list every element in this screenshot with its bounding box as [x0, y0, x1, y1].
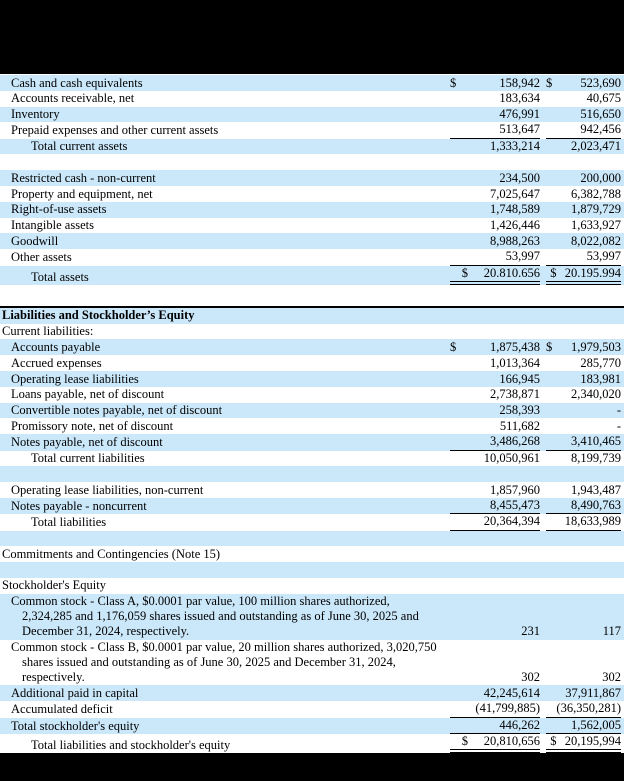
row-label: Operating lease liabilities: [11, 371, 139, 386]
amount-col1: [450, 670, 540, 685]
table-row: [0, 355, 624, 371]
spacer-row: [0, 285, 624, 306]
amount-value: 20.810.656: [483, 265, 540, 280]
amount-value: 1,426,446: [490, 218, 540, 233]
row-label: Notes payable - noncurrent: [11, 498, 147, 513]
amount-col2: [546, 451, 621, 466]
amount-col2: [546, 686, 621, 701]
amount-col1: [450, 249, 540, 265]
amount-col1: [450, 701, 540, 717]
amount-col2: [546, 403, 621, 418]
spacer-row: [0, 531, 624, 547]
row-label: Accounts payable: [11, 339, 101, 354]
amount-value: 183,634: [499, 91, 540, 106]
amount-col1: [450, 91, 540, 106]
amount-col1: [450, 234, 540, 249]
amount-value: 258,393: [499, 403, 540, 418]
amount-value: -: [616, 418, 621, 433]
row-label: Other assets: [11, 250, 72, 265]
dollar-sign: $: [461, 265, 468, 280]
dollar-sign: $: [546, 339, 553, 354]
amount-col2: [546, 218, 621, 233]
row-label: Operating lease liabilities, non-current: [11, 482, 204, 497]
amount-value: 37,911,867: [565, 685, 621, 700]
top-black-bar: [0, 0, 624, 74]
amount-col2: [546, 624, 621, 639]
amount-col1: [450, 76, 540, 91]
table-row: [0, 339, 624, 355]
amount-col1: [450, 372, 540, 387]
row-label: Property and equipment, net: [11, 186, 153, 201]
amount-value: 8,988,263: [490, 233, 540, 248]
table-row: [0, 418, 624, 434]
amount-value: 511,682: [499, 418, 540, 433]
amount-col2: [546, 91, 621, 106]
dollar-sign: $: [450, 339, 457, 354]
row-label: Restricted cash - non-current: [11, 170, 156, 185]
bottom-black-bar: [0, 753, 624, 781]
amount-value: 20,195,994: [564, 733, 621, 748]
amount-col1: [450, 122, 540, 138]
table-row: [0, 685, 624, 701]
dollar-sign: $: [550, 265, 557, 280]
amount-value: 117: [602, 624, 621, 639]
amount-col1: [450, 498, 540, 514]
amount-value: 200,000: [580, 170, 621, 185]
row-label: Prepaid expenses and other current assets: [11, 123, 219, 138]
amount-value: 1,943,487: [571, 482, 621, 497]
amount-value: 18,633,989: [564, 514, 621, 529]
table-row: [0, 170, 624, 186]
amount-value: 446,262: [499, 717, 540, 732]
table-row: [0, 122, 624, 138]
table-row: [0, 451, 624, 467]
amount-col1: [450, 218, 540, 233]
amount-value: 1,879,729: [571, 202, 621, 217]
amount-col2: [546, 498, 621, 514]
amount-col2: [546, 234, 621, 249]
table-row: [0, 186, 624, 202]
amount-value: 234,500: [499, 170, 540, 185]
row-label: Accounts receivable, net: [11, 91, 135, 106]
dollar-sign: $: [450, 75, 457, 90]
table-row: [0, 107, 624, 123]
amount-value: 20.195.994: [564, 265, 621, 280]
row-label: Current liabilities:: [2, 324, 94, 339]
row-label-line: respectively.: [22, 670, 85, 685]
amount-value: 166,945: [499, 371, 540, 386]
amount-col2: [546, 734, 621, 753]
row-label: Convertible notes payable, net of discount: [11, 403, 223, 418]
amount-col2: [546, 122, 621, 138]
amount-col2: [546, 387, 621, 402]
row-label: Accrued expenses: [11, 355, 102, 370]
spacer-row: [0, 466, 624, 482]
amount-value: 1,857,960: [490, 482, 540, 497]
amount-col1: [450, 171, 540, 186]
amount-value: 3,410,465: [571, 434, 621, 449]
row-label: Accumulated deficit: [11, 702, 113, 717]
amount-value: 516,650: [580, 107, 621, 122]
amount-value: 1,875,438: [490, 339, 540, 354]
row-label: Additional paid in capital: [11, 685, 139, 700]
amount-value: 2,738,871: [490, 387, 540, 402]
row-label-line: Common stock - Class A, $0.0001 par value, 100 million shares authorized,: [11, 593, 390, 608]
amount-col1: [450, 686, 540, 701]
amount-value: 3,486,268: [490, 434, 540, 449]
dollar-sign: $: [546, 75, 553, 90]
row-label: Total liabilities and stockholder's equity: [31, 737, 231, 752]
table-row: [0, 218, 624, 234]
amount-col2: [546, 266, 621, 285]
amount-value: 1,013,364: [490, 355, 540, 370]
spacer-row: [0, 154, 624, 170]
row-label: Liabilities and Stockholder’s Equity: [2, 308, 195, 323]
table-row: [0, 514, 624, 530]
row-label: Total liabilities: [31, 515, 107, 530]
table-row: [0, 306, 624, 324]
amount-col1: [450, 483, 540, 498]
amount-col1: [450, 356, 540, 371]
amount-value: 20,364,394: [483, 514, 540, 529]
amount-col2: [546, 419, 621, 434]
row-label-line: Common stock - Class B, $0.0001 par value, 20 million shares authorized, 3,020,750: [11, 639, 437, 654]
table-row: [0, 139, 624, 155]
amount-value: 183,981: [580, 371, 621, 386]
row-label: Total current liabilities: [31, 451, 145, 466]
row-label-line: 2,324,285 and 1,176,059 shares issued and outstanding as of June 30, 2025 and: [22, 609, 419, 623]
amount-value: 302: [602, 670, 621, 685]
amount-value: (36,350,281): [556, 701, 621, 716]
amount-col2: [546, 171, 621, 186]
amount-col1: [450, 202, 540, 217]
table-row: [0, 734, 624, 753]
amount-col2: [546, 187, 621, 202]
amount-value: 1,333,214: [490, 139, 540, 154]
amount-col2: [546, 701, 621, 717]
table-row: [0, 91, 624, 107]
amount-value: 231: [521, 624, 540, 639]
amount-value: 285,770: [580, 355, 621, 370]
table-row: [0, 233, 624, 249]
amount-col1: [450, 340, 540, 355]
spacer-row: [0, 562, 624, 578]
amount-col1: [450, 266, 540, 285]
amount-col1: [450, 139, 540, 154]
row-label: Total assets: [31, 269, 89, 284]
amount-col2: [546, 202, 621, 217]
table-row: [0, 498, 624, 514]
row-label: Promissory note, net of discount: [11, 418, 174, 433]
dollar-sign: $: [461, 733, 468, 748]
amount-col2: [546, 514, 621, 530]
row-label: Commitments and Contingencies (Note 15): [2, 546, 221, 561]
row-label: Inventory: [11, 107, 60, 122]
amount-value: 158,942: [499, 75, 540, 90]
amount-col2: [546, 76, 621, 91]
amount-col1: [450, 403, 540, 418]
row-label-line: shares issued and outstanding as of June 30, 2025 and December 31, 2024,: [22, 654, 396, 669]
row-label: Stockholder's Equity: [2, 578, 106, 593]
amount-value: 1,748,589: [490, 202, 540, 217]
table-row: [0, 266, 624, 285]
amount-value: 53,997: [505, 249, 540, 264]
amount-value: 1,562,005: [571, 717, 621, 732]
row-label: Intangible assets: [11, 218, 94, 233]
amount-value: 523,690: [580, 75, 621, 90]
amount-value: 40,675: [586, 91, 621, 106]
amount-col2: [546, 139, 621, 154]
table-row: [0, 718, 624, 734]
table-row: [0, 546, 624, 562]
row-label: Loans payable, net of discount: [11, 387, 165, 402]
row-label: Total current assets: [31, 139, 128, 154]
table-row: [0, 640, 624, 686]
table-row: [0, 387, 624, 403]
table-row: [0, 202, 624, 218]
amount-value: 1,633,927: [571, 218, 621, 233]
table-row: [0, 371, 624, 387]
amount-value: 8,490,763: [571, 497, 621, 512]
row-label: Right-of-use assets: [11, 202, 107, 217]
amount-col1: [450, 434, 540, 450]
row-label: [0, 594, 450, 640]
amount-col2: [546, 434, 621, 450]
row-label: Total stockholder's equity: [11, 718, 140, 733]
table-row: [0, 324, 624, 340]
amount-value: (41,799,885): [475, 701, 540, 716]
row-label: Goodwill: [11, 233, 59, 248]
amount-col1: [450, 734, 540, 753]
amount-value: 8,022,082: [571, 233, 621, 248]
amount-col1: [450, 107, 540, 122]
table-row: [0, 75, 624, 91]
row-label: Notes payable, net of discount: [11, 435, 163, 450]
amount-col2: [546, 483, 621, 498]
table-row: [0, 249, 624, 265]
amount-value: 8,455,473: [490, 497, 540, 512]
amount-value: 2,340,020: [571, 387, 621, 402]
amount-col1: [450, 419, 540, 434]
amount-col1: [450, 387, 540, 402]
amount-value: 6,382,788: [571, 186, 621, 201]
amount-value: 2,023,471: [571, 139, 621, 154]
amount-col2: [546, 356, 621, 371]
amount-col2: [546, 372, 621, 387]
amount-col2: [546, 340, 621, 355]
amount-value: -: [616, 403, 621, 418]
table-row: [0, 578, 624, 594]
row-label: [0, 640, 450, 686]
table-row: [0, 403, 624, 419]
amount-value: 10,050,961: [483, 451, 540, 466]
amount-col2: [546, 107, 621, 122]
amount-col2: [546, 718, 621, 734]
dollar-sign: $: [550, 733, 557, 748]
amount-col1: [450, 187, 540, 202]
table-row: [0, 594, 624, 640]
table-row: [0, 482, 624, 498]
row-label: Cash and cash equivalents: [11, 75, 143, 90]
amount-col1: [450, 718, 540, 734]
amount-value: 8,199,739: [571, 451, 621, 466]
amount-value: 942,456: [580, 122, 621, 137]
amount-col1: [450, 451, 540, 466]
amount-value: 476,991: [499, 107, 540, 122]
amount-value: 53,997: [586, 249, 621, 264]
balance-sheet-table: [0, 74, 624, 753]
table-row: [0, 434, 624, 450]
amount-col1: [450, 624, 540, 639]
amount-value: 20,810,656: [483, 733, 540, 748]
amount-value: 513,647: [499, 122, 540, 137]
amount-value: 42,245,614: [483, 685, 540, 700]
amount-col2: [546, 670, 621, 685]
amount-col2: [546, 249, 621, 265]
amount-col1: [450, 514, 540, 530]
amount-value: 1,979,503: [571, 339, 621, 354]
amount-value: 7,025,647: [490, 186, 540, 201]
table-row: [0, 701, 624, 717]
amount-value: 302: [521, 670, 540, 685]
row-label-line: December 31, 2024, respectively.: [22, 624, 190, 639]
